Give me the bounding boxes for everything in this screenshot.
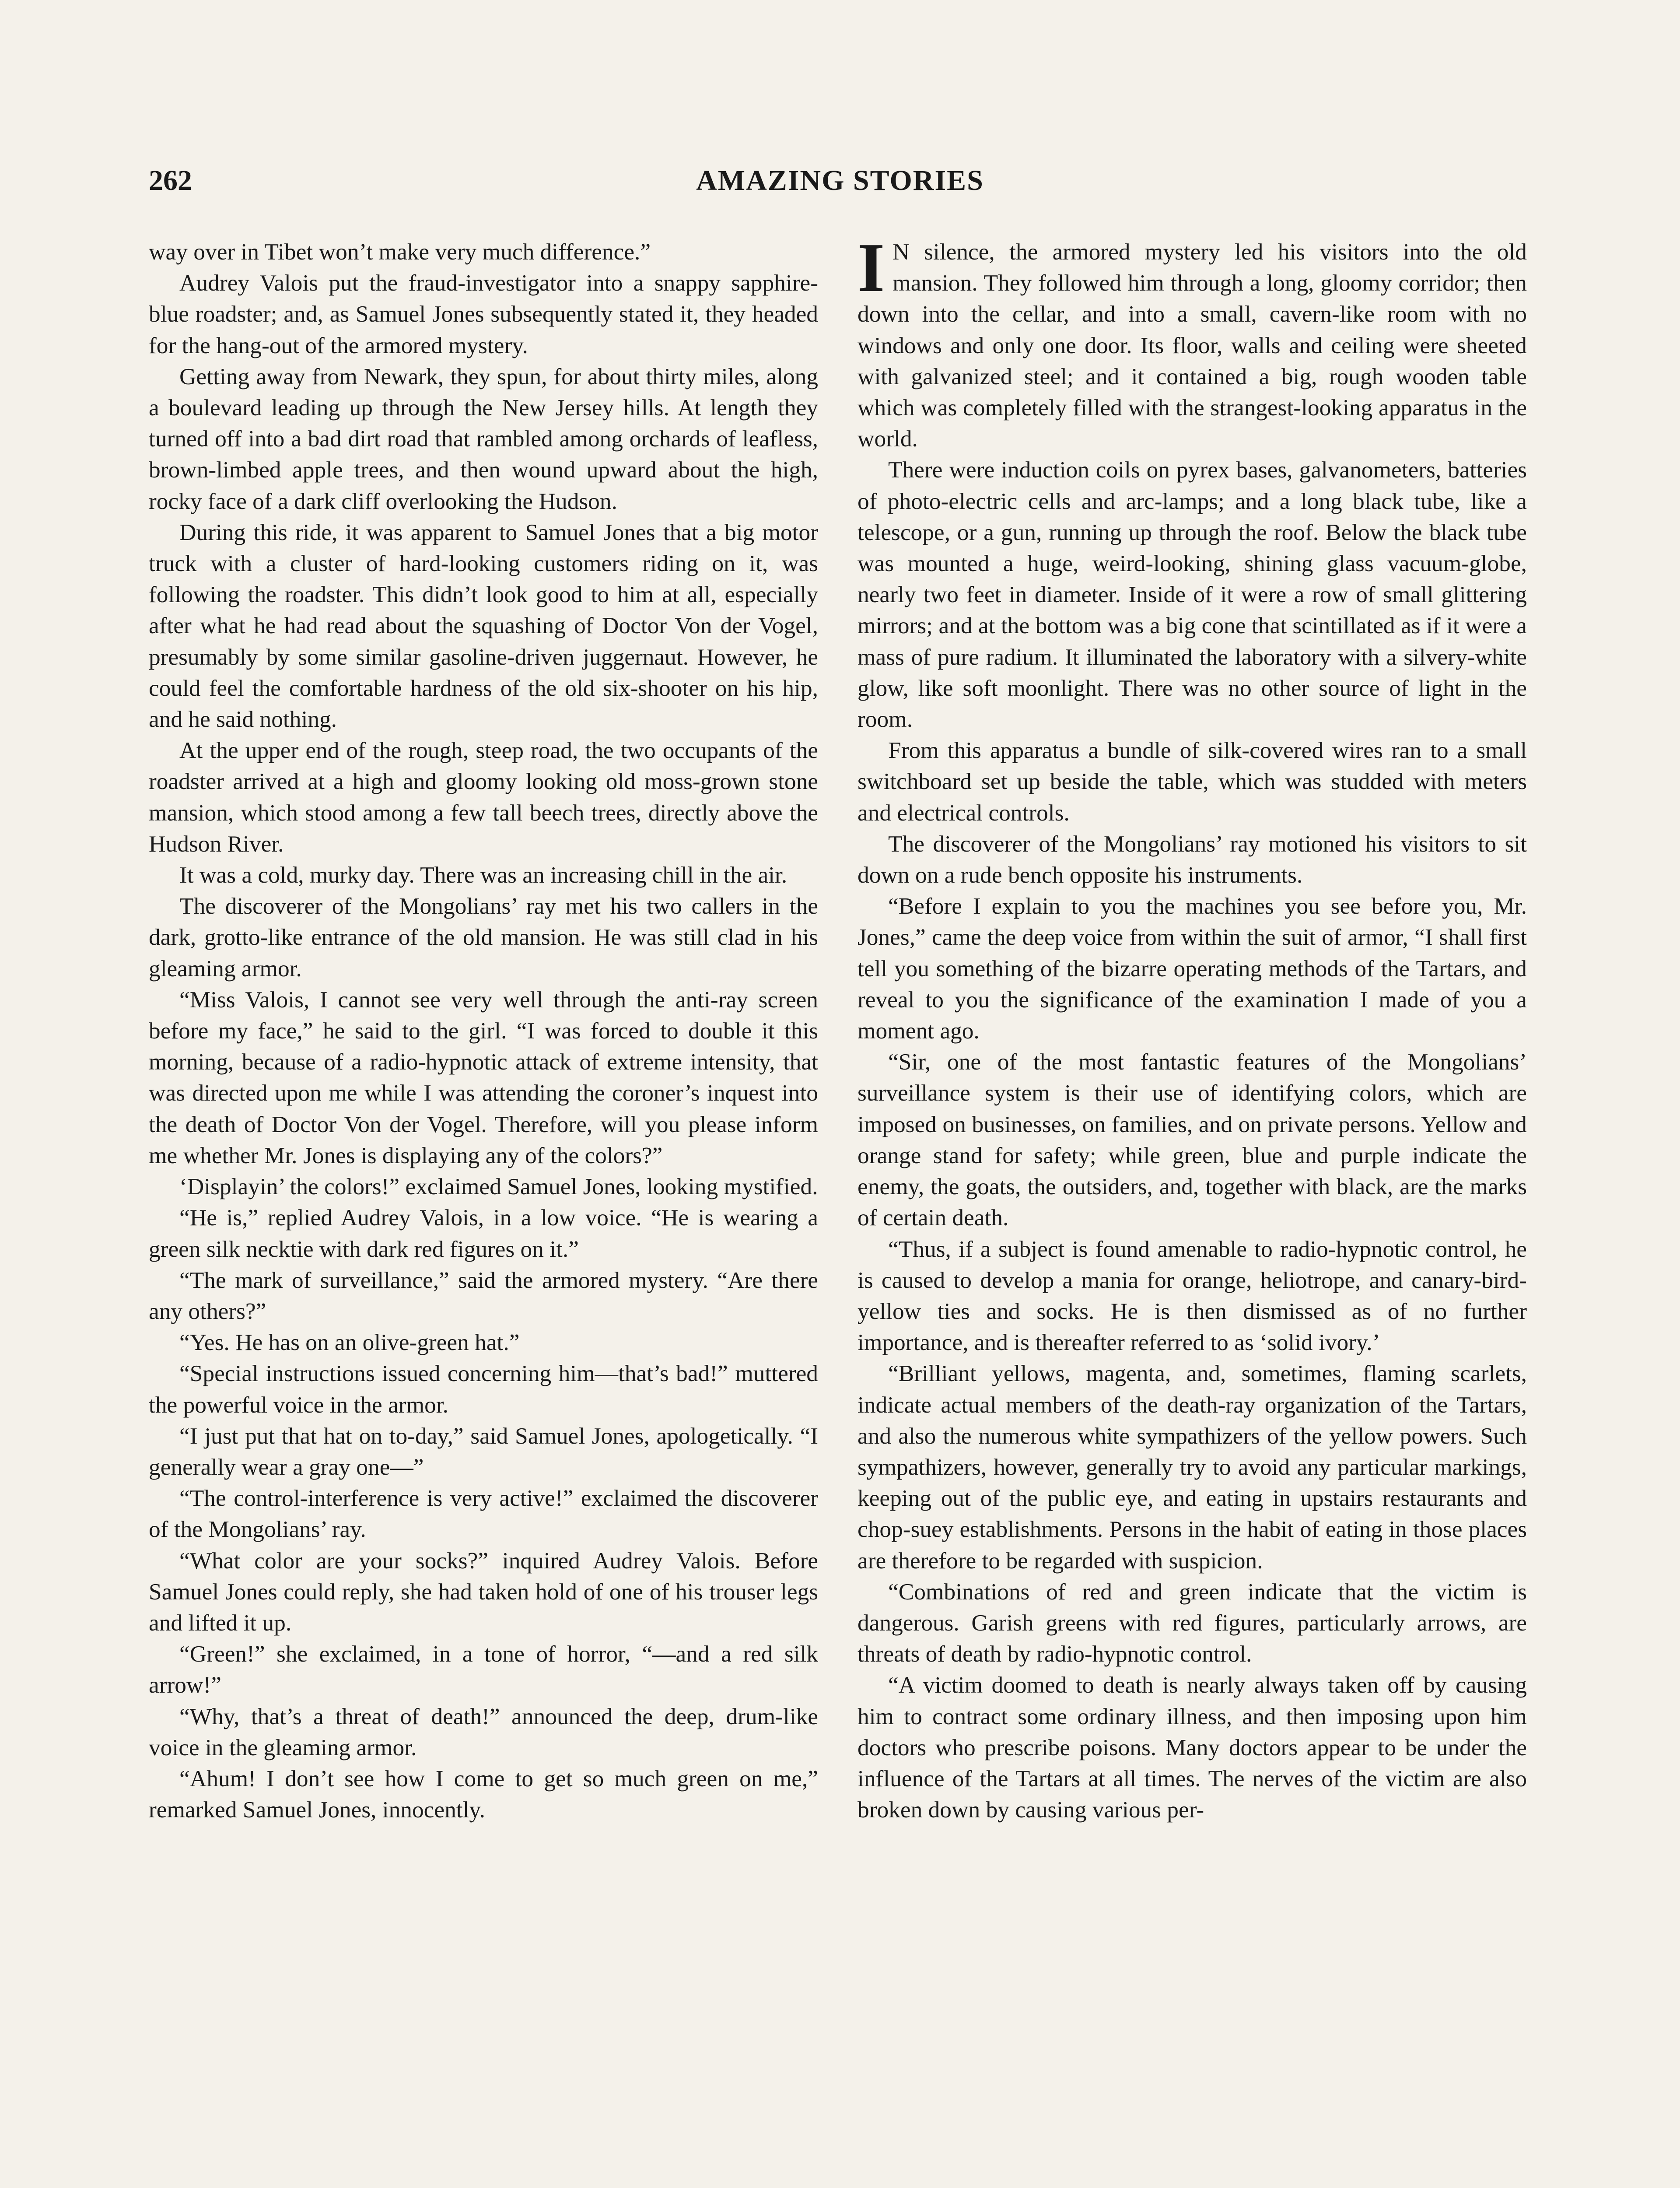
- paragraph: Audrey Valois put the fraud-investigator into a snappy sapphire-blue roadster; and, as Samuel Jones subsequently stated it, they headed for the hang-out of the armored mystery.: [149, 270, 818, 358]
- paragraph: “What color are your socks?” inquired Audrey Valois. Before Samuel Jones could reply, she had taken hold of one of his trouser legs and lifted it up.: [149, 1547, 818, 1636]
- paragraph: “Yes. He has on an olive-green hat.”: [179, 1329, 520, 1356]
- paragraph: From this apparatus a bundle of silk-covered wires ran to a small switchboard set up beside the table, which was studded with meters and electrical controls.: [858, 737, 1527, 826]
- paragraph: “Green!” she exclaimed, in a tone of horror, “—and a red silk arrow!”: [149, 1641, 818, 1698]
- paragraph: It was a cold, murky day. There was an increasing chill in the air.: [179, 862, 788, 888]
- page-number: 262: [149, 165, 192, 196]
- paragraph: The discoverer of the Mongolians’ ray met his two callers in the dark, grotto-like entrance of the old mansion. He was still clad in his gleaming armor.: [149, 893, 818, 982]
- paragraph: ‘Displayin’ the colors!” exclaimed Samuel Jones, looking mystified.: [179, 1173, 818, 1200]
- paragraph: “The control-interference is very active!” exclaimed the discoverer of the Mongolians’ ray.: [149, 1485, 818, 1543]
- page-header: [0, 0, 1680, 206]
- paragraph: During this ride, it was apparent to Samuel Jones that a big motor truck with a cluster of hard-looking customers riding on it, was following the roadster. This didn’t look good to him at all, especially after what he had read about the squashing of Doctor Von der Vogel, presumably by some similar gasoline-driven juggernaut. However, he could feel the comfortable hardness of the old six-shooter on his hip, and he said nothing.: [149, 519, 818, 733]
- paragraph: “He is,” replied Audrey Valois, in a low voice. “He is wearing a green silk necktie with dark red figures on it.”: [149, 1204, 818, 1262]
- paragraph: “Special instructions issued concerning him—that’s bad!” muttered the powerful voice in the armor.: [149, 1360, 818, 1418]
- drop-cap: I: [858, 236, 885, 306]
- paragraph: “Why, that’s a threat of death!” announced the deep, drum-like voice in the gleaming armor.: [149, 1703, 818, 1760]
- paragraph: way over in Tibet won’t make very much difference.”: [149, 238, 651, 265]
- paragraph: “Thus, if a subject is found amenable to radio-hypnotic control, he is caused to develop a mania for orange, heliotrope, and canary-bird-yellow ties and socks. He is then dismissed as of no further importance, and is thereafter referred to as ‘solid ivory.’: [858, 1235, 1527, 1356]
- paragraph: “Miss Valois, I cannot see very well through the anti-ray screen before my face,” he said to the girl. “I was forced to double it this morning, because of a radio-hypnotic attack of extreme intensity, that was directed upon me while I was attending the coroner’s inquest into the death of Doctor Von der Vogel. Therefore, will you please inform me whether Mr. Jones is displaying any of the colors?”: [149, 986, 818, 1168]
- paragraph: “Brilliant yellows, magenta, and, sometimes, flaming scarlets, indicate actual members of the death-ray organization of the Tartars, and also the numerous white sympathizers of the yellow powers. Such sympathizers, however, generally try to avoid any particular markings, keeping out of the public eye, and eating in upstairs restaurants and chop-suey establishments. Persons in the habit of eating in those places are therefore to be regarded with suspicion.: [858, 1360, 1527, 1574]
- right-column: [858, 236, 1527, 2175]
- paragraph: At the upper end of the rough, steep road, the two occupants of the roadster arrived at a high and gloomy looking old moss-grown stone mansion, which stood among a few tall beech trees, directly above the Hudson River.: [149, 737, 818, 857]
- running-title: AMAZING STORIES: [696, 165, 984, 196]
- paragraph: There were induction coils on pyrex bases, galvanometers, batteries of photo-electric cells and arc-lamps; and a long black tube, like a telescope, or a gun, running up through the roof. Below the black tube was mounted a huge, weird-looking, shining glass vacuum-globe, nearly two feet in diameter. Inside of it were a row of small glittering mirrors; and at the bottom was a big cone that scintillated as if it were a mass of pure radium. It illuminated the laboratory with a silvery-white glow, like soft moonlight. There was no other source of light in the room.: [858, 456, 1527, 733]
- opening-text: N silence, the armored mystery led his visitors into the old mansion. They followed him through a long, gloomy corridor; then down into the cellar, and into a small, cavern-like room with no windows and only one door. Its floor, walls and ceiling were sheeted with galvanized steel; and it contained a big, rough wooden table which was completely filled with the strangest-looking apparatus in the world.: [858, 238, 1527, 452]
- paragraph: “Before I explain to you the machines you see before you, Mr. Jones,” came the deep voice from within the suit of armor, “I shall first tell you something of the bizarre operating methods of the Tartars, and reveal to you the significance of the examination I made of you a moment ago.: [858, 893, 1527, 1044]
- paragraph: “Sir, one of the most fantastic features of the Mongolians’ surveillance system is their use of identifying colors, which are imposed on businesses, on families, and on private persons. Yellow and orange stand for safety; while green, blue and purple indicate the enemy, the goats, the outsiders, and, together with black, are the marks of certain death.: [858, 1048, 1527, 1231]
- paragraph: The discoverer of the Mongolians’ ray motioned his visitors to sit down on a rude bench opposite his instruments.: [858, 830, 1527, 888]
- paragraph: Getting away from Newark, they spun, for about thirty miles, along a boulevard leading up through the New Jersey hills. At length they turned off into a bad dirt road that rambled among orchards of leafless, brown-limbed apple trees, and then wound upward about the high, rocky face of a dark cliff overlooking the Hudson.: [149, 363, 818, 514]
- paragraph: “A victim doomed to death is nearly always taken off by causing him to contract some ordinary illness, and then imposing upon him doctors who prescribe poisons. Many doctors appear to be under the influence of the Tartars at all times. The nerves of the victim are also broken down by causing various per-: [858, 1672, 1527, 1823]
- paragraph: “Combinations of red and green indicate that the victim is dangerous. Garish greens with red figures, particularly arrows, are threats of death by radio-hypnotic control.: [858, 1578, 1527, 1667]
- left-column: [149, 236, 818, 2175]
- paragraph: “The mark of surveillance,” said the armored mystery. “Are there any others?”: [149, 1266, 818, 1324]
- paragraph: “I just put that hat on to-day,” said Samuel Jones, apologetically. “I generally wear a gray one—”: [149, 1422, 818, 1480]
- opening-paragraph: [858, 236, 1527, 454]
- paragraph: “Ahum! I don’t see how I come to get so much green on me,” remarked Samuel Jones, innocently.: [149, 1765, 818, 1823]
